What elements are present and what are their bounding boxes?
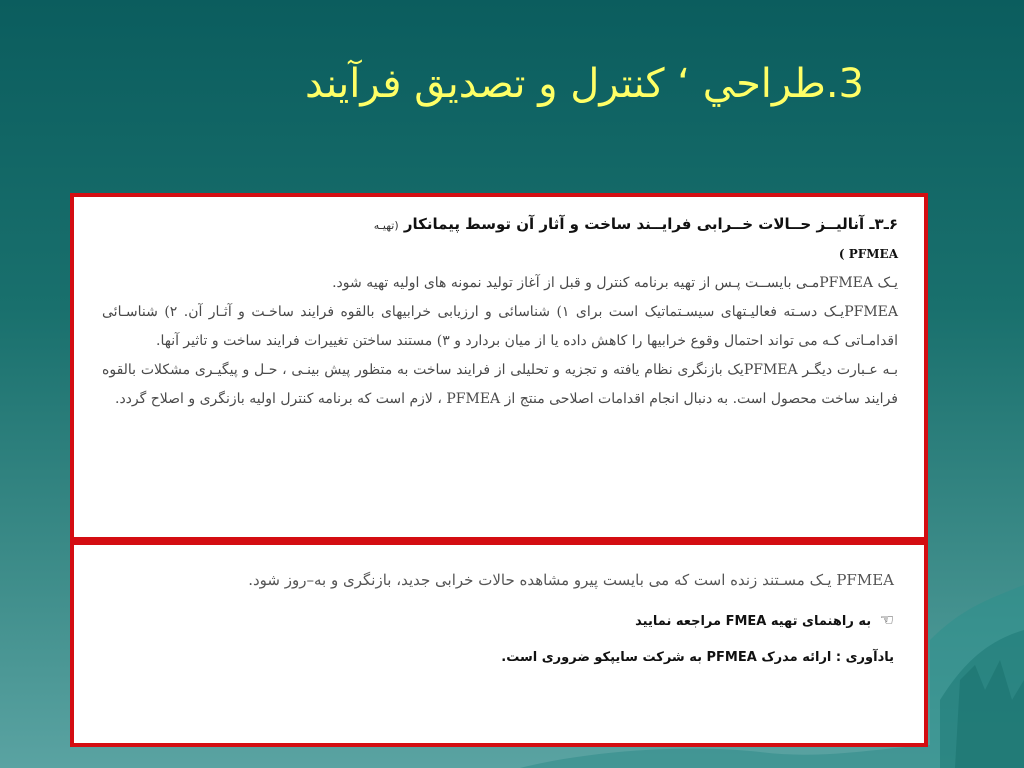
excerpt-box-notes: [70, 541, 928, 747]
guide-reference-text: به راهنمای تهیه FMEA مراجعه نمایید: [635, 614, 872, 629]
excerpt-paragraph: یـک PFMEA‌مـی بایســت پـس از تهیه برنامه کنترل و قبل از آغاز تولید نمونه های اولیه تهیه شود.: [332, 275, 898, 291]
section-heading: [102, 211, 898, 239]
section-heading-aside: (تهیـه: [373, 219, 399, 232]
excerpt-body: [102, 269, 898, 414]
slide-title: 3.طراحي ‘ كنترل و تصديق فرآيند: [305, 61, 864, 107]
section-heading-text: ۶ـ۳ـ آنالیــز حــالات خــرابی فرایــند ساخت و آثار آن توسط پیمانکار: [403, 215, 898, 233]
section-heading-tail: ( PFMEA: [838, 247, 898, 261]
excerpt-paragraph: PFMEA‌یـک دسـته فعالیـتهای سیسـتماتیک است برای ۱) شناسائی و ارزیابی خرابیهای بالقوه فرایند ساخـت و آثـار آن. ۲) شناسـائی اقدامـاتی کـه می تواند احتمال وقوع خرابیها را کاهش داده یا از میان بردارد و ۳) مستند ساختن تغییرات فرایند ساخت و تاثیر آنها.: [102, 304, 898, 349]
guide-reference-note: [104, 605, 894, 637]
excerpt-box-main: [70, 193, 928, 541]
pointing-hand-icon: ☜: [879, 610, 894, 629]
excerpt-paragraph: بـه عـبارت دیگـر PFMEA‌یک بازنگری نظام یافته و تجزیه و تحلیلی از فرایند ساخت به متظور پیش بینـی ، حـل و پیگیـری مشکلات بالقوه فرایند ساخت محصول است. به دنبال انجام اقدامات اصلاحی منتج از PFMEA ، لازم است که برنامه کنترل اولیه بازنگری و اصلاح گردد.: [102, 362, 898, 407]
living-document-paragraph: PFMEA یـک مسـتند زنده است که می بایست پیرو مشاهده حالات خرابی جدید، بازنگری و به–روز شود.: [248, 571, 894, 589]
reminder-note: یادآوری : ارائه مدرک PFMEA به شرکت سایپکو ضروری است.: [501, 650, 894, 665]
